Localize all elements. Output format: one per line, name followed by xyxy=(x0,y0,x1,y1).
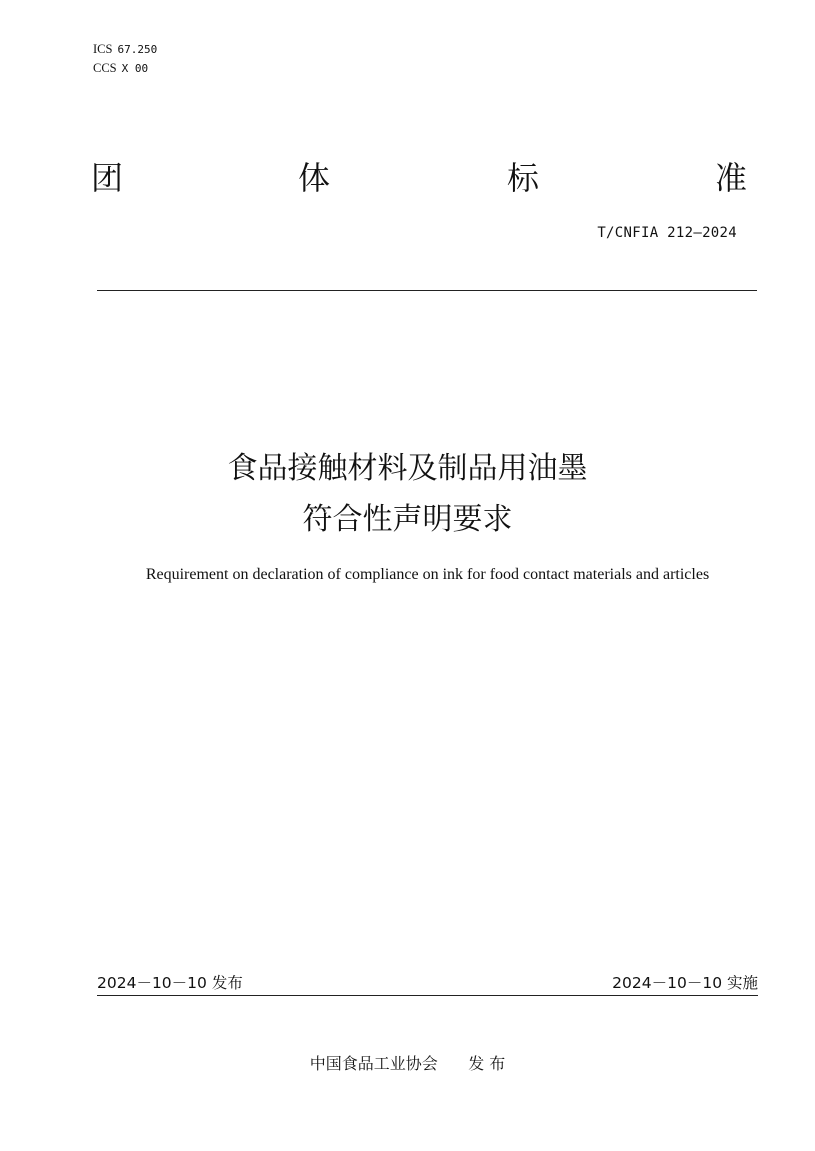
date-row xyxy=(97,972,758,994)
ics-value: 67.250 xyxy=(117,43,158,56)
ccs-label: CCS xyxy=(93,61,117,75)
ics-label: ICS xyxy=(93,42,113,56)
footer-divider xyxy=(97,995,758,996)
document-title-chinese xyxy=(0,443,815,545)
publisher-name: 中国食品工业协会 xyxy=(309,1054,438,1073)
publisher-action: 发 布 xyxy=(468,1054,506,1073)
publisher-line xyxy=(0,1053,815,1075)
ccs-line xyxy=(93,59,157,78)
classification-codes xyxy=(93,40,157,78)
title-line-1: 食品接触材料及制品用油墨 xyxy=(227,451,588,486)
title-line-2: 符合性声明要求 xyxy=(302,502,513,537)
publish-date: 2024－10－10 发布 xyxy=(97,974,243,992)
standard-type-char-3: 标 xyxy=(507,159,540,197)
standard-type-char-1: 团 xyxy=(91,159,124,197)
ccs-value: X 00 xyxy=(121,62,149,75)
ics-line xyxy=(93,40,157,59)
document-title-english: Requirement on declaration of compliance on ink for food contact materials and articles xyxy=(145,566,710,583)
standard-type-char-2: 体 xyxy=(298,159,331,197)
standard-type-char-4: 准 xyxy=(715,159,748,197)
header-divider xyxy=(97,290,757,291)
implement-date: 2024－10－10 实施 xyxy=(612,974,758,992)
standard-number: T/CNFIA 212—2024 xyxy=(597,225,737,241)
